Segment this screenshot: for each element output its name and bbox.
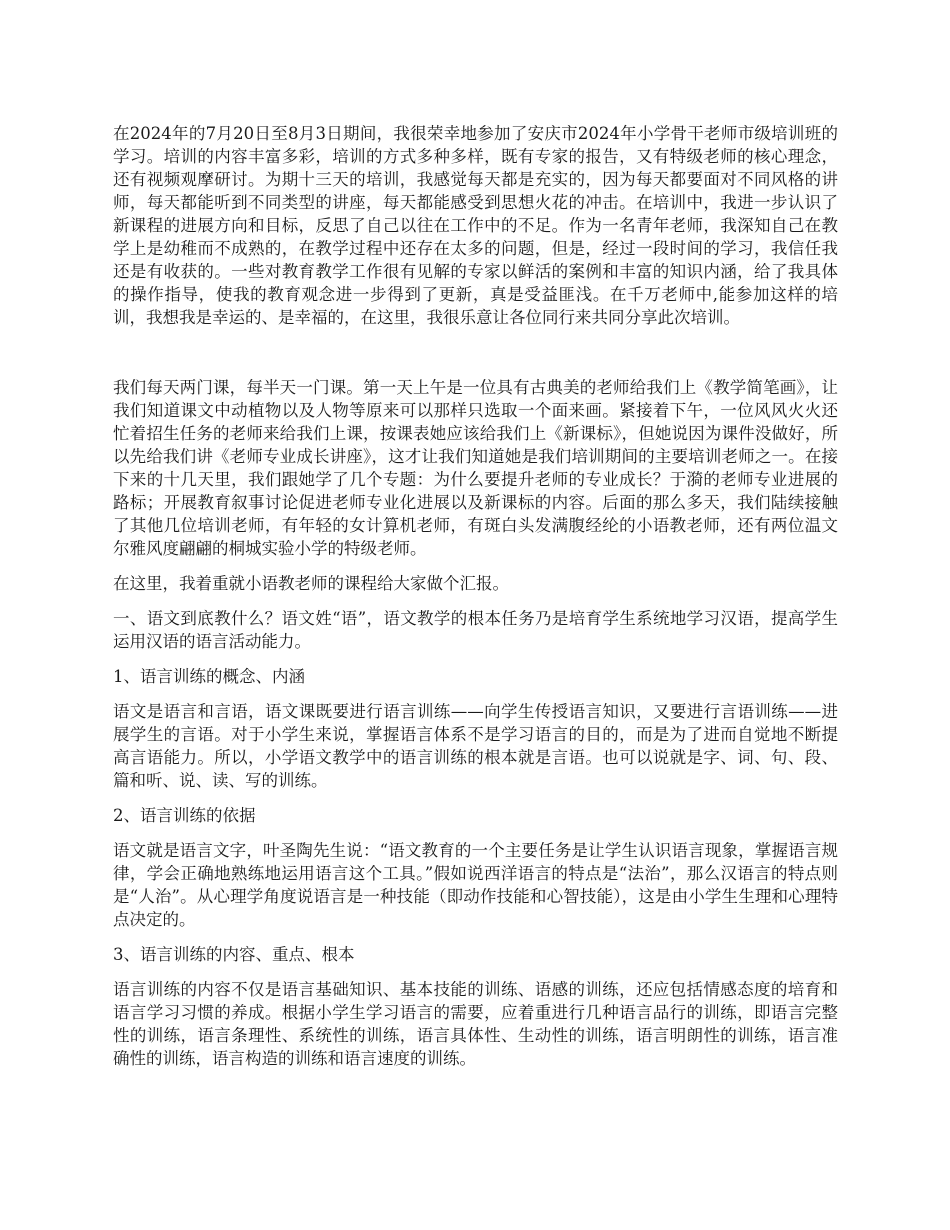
paragraph-content: 语言训练的内容不仅是语言基础知识、基本技能的训练、语感的训练，还应包括情感态度的培育和语言学习习惯的养成。根据小学生学习语言的需要，应着重进行几种语言品行的训练，即语言完整性的训练，语言条理性、系统性的训练，语言具体性、生动性的训练，语言明朗性的训练，语言准确性的训练，语言构造的训练和语言速度的训练。 bbox=[113, 980, 838, 1068]
paragraph-concept: 语文是语言和言语，语文课既要进行语言训练——向学生传授语言知识，又要进行言语训练——进展学生的言语。对于小学生来说，掌握语言体系不是学习语言的目的，而是为了进而自觉地不断提高言语能力。所以，小学语文教学中的语言训练的根本就是言语。也可以说就是字、词、句、段、篇和听、说、读、写的训练。 bbox=[113, 702, 838, 790]
heading-basis: 2、语言训练的依据 bbox=[113, 806, 256, 825]
paragraph-basis: 语文就是语言文字，叶圣陶先生说：“语文教育的一个主要任务是让学生认识语言现象，掌握语言规律，学会正确地熟练地运用语言这个工具。”假如说西洋语言的特点是“法治”，那么汉语言的特点则是“人治”。从心理学角度说语言是一种技能（即动作技能和心智技能），这是由小学生生理和心理特点决定的。 bbox=[113, 841, 838, 929]
paragraph-daily-courses: 我们每天两门课，每半天一门课。第一天上午是一位具有古典美的老师给我们上《教学简笔画》，让我们知道课文中动植物以及人物等原来可以那样只选取一个面来画。紧接着下午，一位风风火火还忙着招生任务的老师来给我们上课，按课表她应该给我们上《新课标》，但她说因为课件没做好，所以先给我们讲《老师专业成长讲座》，这才让我们知道她是我们培训期间的主要培训老师之一。在接下来的十几天里，我们跟她学了几个专题：为什么要提升老师的专业成长？于漪的老师专业进展的路标；开展教育叙事讨论促进老师专业化进展以及新课标的内容。后面的那么多天，我们陆续接触了其他几位培训老师，有年轻的女计算机老师，有斑白头发满腹经纶的小语教老师，还有两位温文尔雅风度翩翩的桐城实验小学的特级老师。 bbox=[113, 378, 838, 558]
paragraph-report-intro: 在这里，我着重就小语教老师的课程给大家做个汇报。 bbox=[113, 574, 509, 593]
document-page bbox=[113, 122, 838, 1082]
heading-concept: 1、语言训练的概念、内涵 bbox=[113, 667, 305, 686]
heading-content: 3、语言训练的内容、重点、根本 bbox=[113, 945, 355, 964]
paragraph-intro: 在2024年的7月20日至8月3日期间，我很荣幸地参加了安庆市2024年小学骨干老师市级培训班的学习。培训的内容丰富多彩，培训的方式多种多样，既有专家的报告，又有特级老师的核心理念，还有视频观摩研讨。为期十三天的培训，我感觉每天都是充实的，因为每天都要面对不同风格的讲师，每天都能听到不同类型的讲座，每天都能感受到思想火花的冲击。在培训中，我进一步认识了新课程的进展方向和目标，反思了自己以往在工作中的不足。作为一名青年老师，我深知自己在教学上是幼稚而不成熟的，在教学过程中还存在太多的问题，但是，经过一段时间的学习，我信任我还是有收获的。一些对教育教学工作很有见解的专家以鲜活的案例和丰富的知识内涵，给了我具体的操作指导，使我的教育观念进一步得到了更新，真是受益匪浅。在千万老师中,能参加这样的培训，我想我是幸运的、是幸福的，在这里，我很乐意让各位同行来共同分享此次培训。 bbox=[113, 124, 838, 327]
paragraph-section-one: 一、语文到底教什么？语文姓“语”，语文教学的根本任务乃是培育学生系统地学习汉语，提高学生运用汉语的语言活动能力。 bbox=[113, 609, 838, 651]
